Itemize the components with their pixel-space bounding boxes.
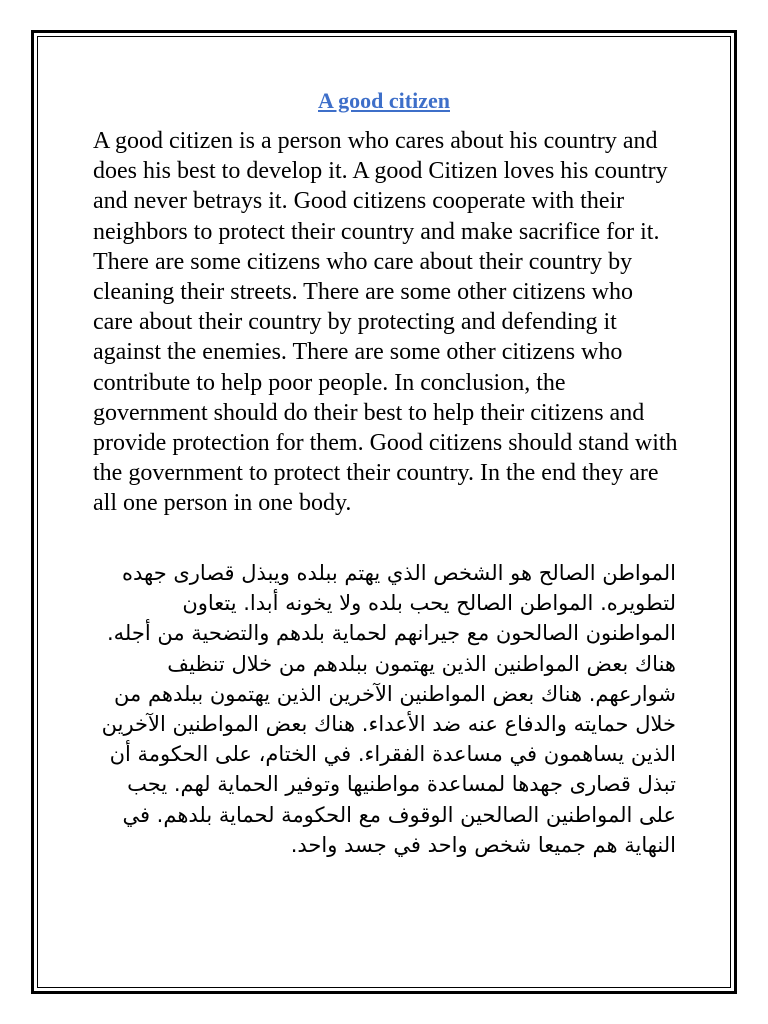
document-title: A good citizen <box>318 88 450 113</box>
arabic-paragraph: المواطن الصالح هو الشخص الذي يهتم ببلده ويبذل قصارى جهده لتطويره. المواطن الصالح يحب بلده ولا يخونه أبدا. يتعاون المواطنون الصالحون مع جيرانهم لحماية بلدهم والتضحية من أجله. هناك بعض المواطنين الذين يهتمون ببلدهم من خلال تنظيف شوارعهم. هناك بعض المواطنين الآخرين الذين يهتمون ببلدهم من خلال حمايته والدفاع عنه ضد الأعداء. هناك بعض المواطنين الآخرين الذين يساهمون في مساعدة الفقراء. في الختام، على الحكومة أن تبذل قصارى جهدها لمساعدة مواطنيها وتوفير الحماية لهم. يجب على المواطنين الصالحين الوقوف مع الحكومة لحماية بلدهم. في النهاية هم جميعا شخص واحد في جسد واحد. <box>101 561 676 857</box>
english-paragraph: A good citizen is a person who cares about his country and does his best to develop it. A good Citizen loves his country and never betrays it. Good citizens cooperate with their neighbors to protect their country and make sacrifice for it. There are some citizens who care about their country by cleaning their streets. There are some other citizens who care about their country by protecting and defending it against the enemies. There are some other citizens who contribute to help poor people. In conclusion, the government should do their best to help their citizens and provide protection for them. Good citizens should stand with the government to protect their country. In the end they are all one person in one body. <box>93 128 678 517</box>
